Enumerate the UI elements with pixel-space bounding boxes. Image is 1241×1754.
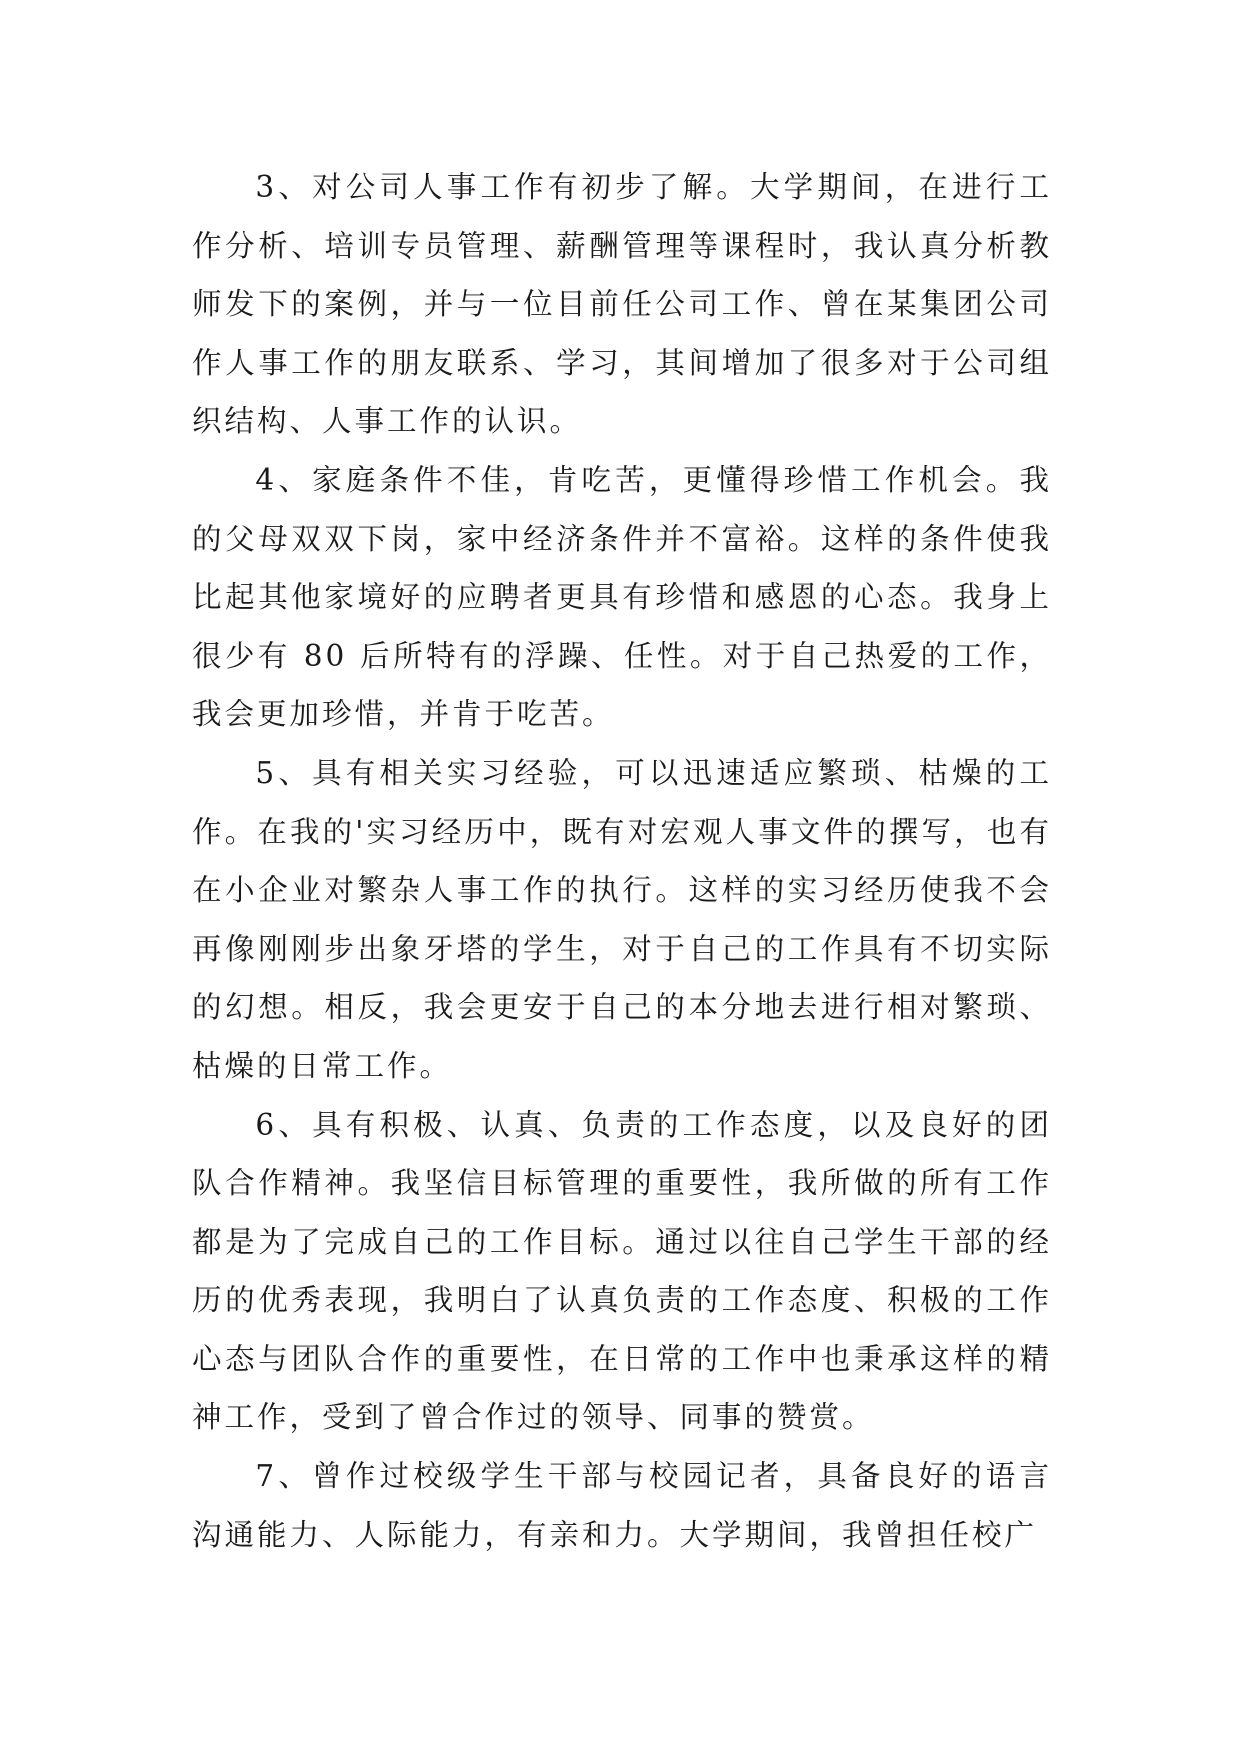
paragraph-6: 6、具有积极、认真、负责的工作态度，以及良好的团队合作精神。我坚信目标管理的重要性，我所做的所有工作都是为了完成自己的工作目标。通过以往自己学生干部的经历的优秀表现，我明白了认真负责的工作态度、积极的工作心态与团队合作的重要性，在日常的工作中也秉承这样的精神工作，受到了曾合作过的领导、同事的赞赏。 [192,1107,1052,1435]
paragraph-7: 7、曾作过校级学生干部与校园记者，具备良好的语言沟通能力、人际能力，有亲和力。大学期间，我曾担任校广 [192,1459,1052,1552]
paragraph-3: 3、对公司人事工作有初步了解。大学期间，在进行工作分析、培训专员管理、薪酬管理等课程时，我认真分析教师发下的案例，并与一位目前任公司工作、曾在某集团公司作人事工作的朋友联系、学习，其间增加了很多对于公司组织结构、人事工作的认识。 [192,170,1052,439]
paragraph-5: 5、具有相关实习经验，可以迅速适应繁琐、枯燥的工作。在我的'实习经历中，既有对宏观人事文件的撰写，也有在小企业对繁杂人事工作的执行。这样的实习经历使我不会再像刚刚步出象牙塔的学生，对于自己的工作具有不切实际的幻想。相反，我会更安于自己的本分地去进行相对繁琐、枯燥的日常工作。 [192,755,1052,1083]
paragraph-4: 4、家庭条件不佳，肯吃苦，更懂得珍惜工作机会。我的父母双双下岗，家中经济条件并不富裕。这样的条件使我比起其他家境好的应聘者更具有珍惜和感恩的心态。我身上很少有 80 后所特有的浮躁、任性。对于自己热爱的工作，我会更加珍惜，并肯于吃苦。 [192,462,1052,732]
body-text [192,158,1052,1564]
